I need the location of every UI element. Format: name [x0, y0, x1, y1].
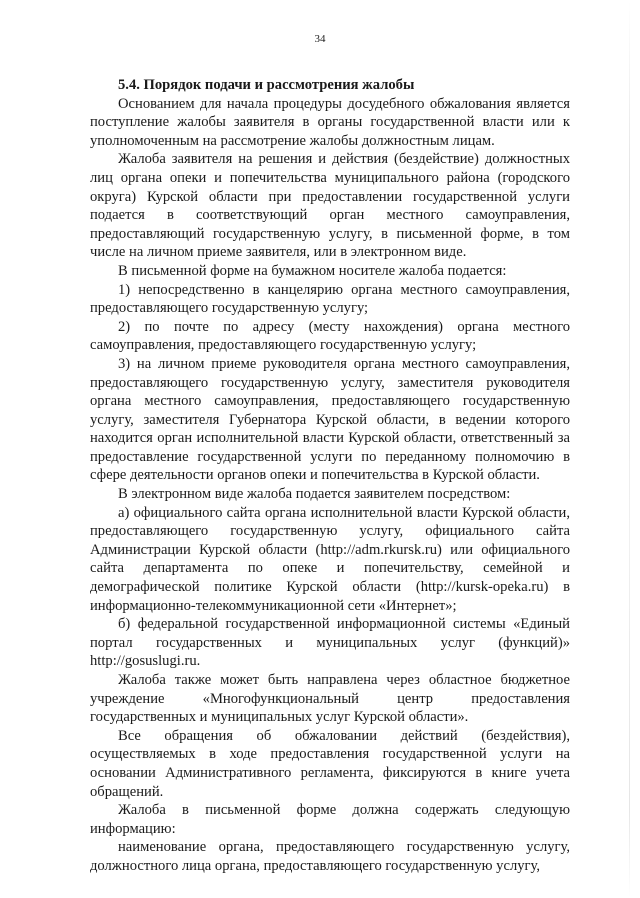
list-item-mail: 2) по почте по адресу (месту нахождения) органа местного самоуправления, предоставляющего государственную услугу;	[90, 318, 570, 354]
list-item-official-websites: а) официального сайта органа исполнительной власти Курской области, предоставляющего государственную услугу, официального сайта Администрации Курской области (http://adm.rkursk.ru) или официального сайта департамента по опеке и попечительству, семейной и демографической политике Курской области (http://kursk-opeka.ru) в информационно-телекоммуникационной сети «Интернет»;	[90, 504, 570, 614]
paragraph-grounds: Основанием для начала процедуры досудебного обжалования является поступление жалобы заявителя в органы государственной власти или к уполномоченным на рассмотрение жалобы должностным лицам.	[90, 95, 570, 149]
paragraph-registration-book: Все обращения об обжаловании действий (бездействия), осуществляемых в ходе предоставления государственной услуги на основании Административного регламента, фиксируются в книге учета обращений.	[90, 727, 570, 800]
paragraph-complaint-submission: Жалоба заявителя на решения и действия (бездействие) должностных лиц органа опеки и попечительства муниципального района (городского округа) Курской области при предоставлении государственной услуги подается в соответствующий орган местного самоуправления, предоставляющий государственную услугу, в письменной форме, в том числе на личном приеме заявителя, или в электронном виде.	[90, 151, 570, 261]
paragraph-organ-name: наименование органа, предоставляющего государственную услугу, должностного лица органа, предоставляющего государственную услугу,	[90, 839, 570, 874]
list-item-gosuslugi-portal: б) федеральной государственной информационной системы «Единый портал государственных и муниципальных услуг (функций)» http://gosuslugi.ru.	[90, 616, 570, 670]
paragraph-mfc: Жалоба также может быть направлена через областное бюджетное учреждение «Многофункциональный центр предоставления государственных и муниципальных услуг Курской области».	[90, 672, 570, 726]
document-body	[90, 76, 570, 876]
page-number: 34	[314, 33, 326, 45]
paragraph-required-info: Жалоба в письменной форме должна содержать следующую информацию:	[90, 802, 570, 837]
list-item-personal-reception: 3) на личном приеме руководителя органа местного самоуправления, предоставляющего государственную услугу, заместителя руководителя органа местного самоуправления, предоставляющего государственную услугу, заместителя Губернатора Курской области, в ведении которого находится орган исполнительной власти Курской области, ответственный за предоставление государственной услуги по переданному полномочию в сфере деятельности органов опеки и попечительства в Курской области.	[90, 355, 570, 484]
section-heading: 5.4. Порядок подачи и рассмотрения жалобы	[118, 77, 415, 93]
list-item-office: 1) непосредственно в канцелярию органа местного самоуправления, предоставляющего государственную услугу;	[90, 281, 570, 317]
paragraph-electronic-intro: В электронном виде жалоба подается заявителем посредством:	[118, 486, 511, 503]
paragraph-paper-form-intro: В письменной форме на бумажном носителе жалоба подается:	[118, 262, 507, 279]
scan-edge-shadow	[629, 0, 630, 898]
